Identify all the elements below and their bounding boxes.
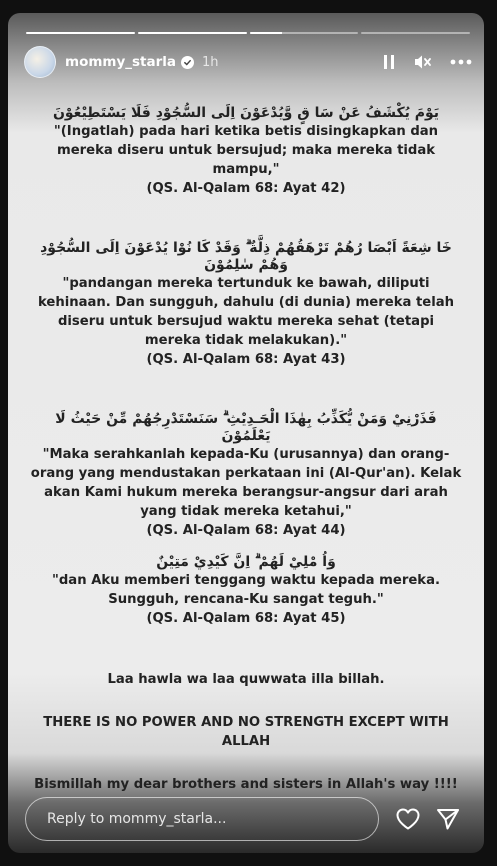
verse-reference: (QS. Al-Qalam 68: Ayat 44) — [146, 523, 346, 538]
verse-reference: (QS. Al-Qalam 68: Ayat 43) — [146, 352, 346, 367]
send-icon[interactable] — [433, 804, 463, 834]
pause-icon[interactable] — [382, 54, 396, 70]
more-options-icon[interactable] — [450, 59, 472, 65]
verse-block — [8, 240, 484, 369]
story-viewer[interactable] — [8, 13, 484, 853]
verse-translation: "dan Aku memberi tenggang waktu kepada mereka. Sungguh, rencana-Ku sangat teguh." — [52, 573, 440, 607]
progress-segment — [138, 32, 247, 34]
verse-translation: "(Ingatlah) pada hari ketika betis disingkapkan dan mereka diseru untuk bersujud; maka mereka tidak mampu," — [53, 124, 439, 177]
progress-fill — [250, 32, 283, 34]
verse-translation: "pandangan mereka tertunduk ke bawah, diliputi kehinaan. Dan sungguh, dahulu (di dunia) mereka telah diseru untuk bersujud waktu mereka sehat (tetapi mereka tidak melakukan)." — [37, 276, 455, 348]
heart-icon[interactable] — [393, 804, 423, 834]
avatar[interactable] — [24, 46, 56, 78]
closing-line: Laa hawla wa laa quwwata illa billah. — [107, 672, 385, 687]
reply-input[interactable] — [47, 811, 378, 827]
verse-reference: (QS. Al-Qalam 68: Ayat 42) — [146, 181, 346, 196]
verse-arabic: فَذَرْنِيْ وَمَنْ يُّكَذِّبُ بِهٰذَا الْحَـدِيْثِ ۗ سَنَسْتَدْرِجُهُمْ مِّنْ حَيْثُ لَا يَعْلَمُوْنَ — [55, 411, 437, 444]
muted-speaker-icon[interactable] — [414, 54, 432, 70]
verse-reference: (QS. Al-Qalam 68: Ayat 45) — [146, 611, 346, 626]
verse-arabic: يَوْمَ يُكْشَفُ عَنْ سَا قٍ وَّيُدْعَوْنَ اِلَى السُّجُوْدِ فَلَا يَسْتَطِيْعُوْنَ — [52, 105, 440, 121]
verse-block — [8, 411, 484, 540]
verse-block — [8, 554, 484, 628]
story-content — [8, 105, 484, 794]
verse-translation: "Maka serahkanlah kepada-Ku (urusannya) dan orang-orang yang mendustakan perkataan ini (Al-Qur'an). Kelak akan Kami hukum mereka berangsur-angsur dari arah yang tidak mereka ketahui," — [30, 447, 462, 519]
progress-segment — [26, 32, 135, 34]
verse-arabic: خَا شِعَةً اَبْصَا رُهُمْ تَرْهَقُهُمْ ذِلَّةٌ ۗ وَقَدْ كَا نُوْا يُدْعَوْنَ اِلَى السُّجُوْدِ وَهُمْ سٰلِمُوْنَ — [40, 240, 452, 273]
progress-segment — [250, 32, 359, 34]
story-header — [24, 46, 472, 78]
reply-bar[interactable] — [25, 797, 379, 841]
progress-fill — [26, 32, 135, 34]
closing-line: Bismillah my dear brothers and sisters in Allah's way !!!! — [34, 777, 458, 792]
post-time: 1h — [202, 54, 219, 70]
progress-segment — [361, 32, 470, 34]
story-controls — [382, 54, 472, 70]
closing-line: THERE IS NO POWER AND NO STRENGTH EXCEPT WITH ALLAH — [43, 715, 449, 749]
progress-fill — [138, 32, 247, 34]
verse-arabic: وَاُ مْلِيْ لَهُمْ ۗ اِنَّ كَيْدِيْ مَتِيْنٌ — [156, 554, 336, 570]
story-progress — [26, 32, 470, 34]
verified-badge-icon — [181, 56, 194, 69]
verse-block — [8, 105, 484, 198]
username[interactable]: mommy_starla — [65, 54, 177, 70]
